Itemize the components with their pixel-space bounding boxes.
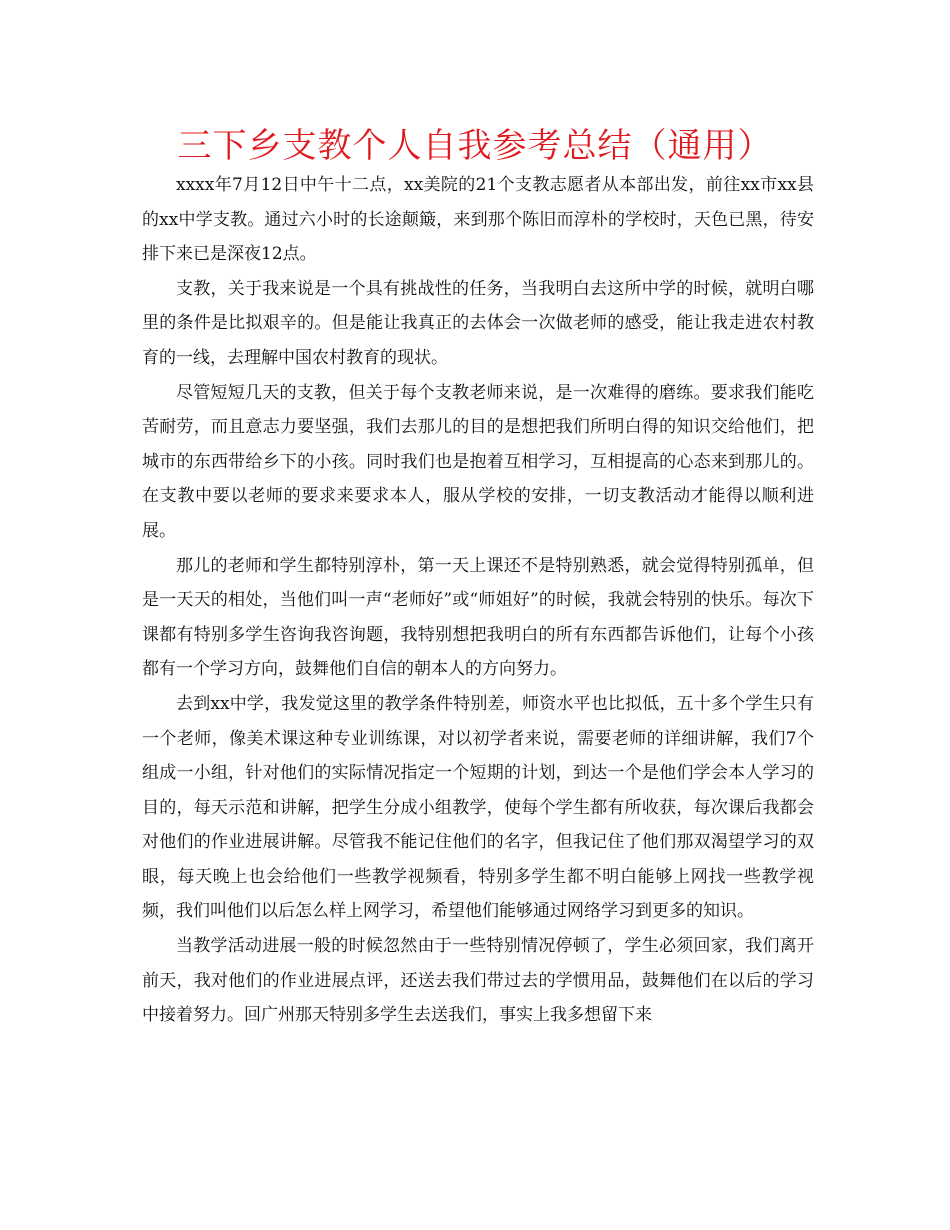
paragraph-5: 去到xx中学，我发觉这里的教学条件特别差，师资水平也比拟低，五十多个学生只有一个老师，像美术课这种专业训练课，对以初学者来说，需要老师的详细讲解，我们7个组成一小组，针对他们的实际情况指定一个短期的计划，到达一个是他们学会本人学习的目的，每天示范和讲解，把学生分成小组教学，使每个学生都有所收获，每次课后我都会对他们的作业进展讲解。尽管我不能记住他们的名字，但我记住了他们那双渴望学习的双眼，每天晚上也会给他们一些教学视频看，特别多学生都不明白能够上网找一些教学视频，我们叫他们以后怎么样上网学习，希望他们能够通过网络学习到更多的知识。 <box>142 693 814 922</box>
paragraph-6: 当教学活动进展一般的时候忽然由于一些特别情况停顿了，学生必须回家，我们离开前天，我对他们的作业进展点评，还送去我们带过去的学惯用品，鼓舞他们在以后的学习中接着努力。回广州那天特别多学生去送我们，事实上我多想留下来 <box>142 936 814 1026</box>
paragraph-4: 那儿的老师和学生都特别淳朴，第一天上课还不是特别熟悉，就会觉得特别孤单，但是一天天的相处，当他们叫一声“老师好”或“师姐好”的时候，我就会特别的快乐。每次下课都有特别多学生咨询我咨询题，我特别想把我明白的所有东西都告诉他们，让每个小孩都有一个学习方向，鼓舞他们自信的朝本人的方向努力。 <box>142 555 814 680</box>
paragraph-1: xxxx年7月12日中午十二点，xx美院的21个支教志愿者从本部出发，前往xx市xx县的xx中学支教。通过六小时的长途颠簸，来到那个陈旧而淳朴的学校时，天色已黑，待安排下来已是深夜12点。 <box>142 175 814 265</box>
paragraph-2: 支教，关于我来说是一个具有挑战性的任务，当我明白去这所中学的时候，就明白哪里的条件是比拟艰辛的。但是能让我真正的去体会一次做老师的感受，能让我走进农村教育的一线，去理解中国农村教育的现状。 <box>142 278 814 368</box>
document-body <box>142 168 814 1033</box>
paragraph-3: 尽管短短几天的支教，但关于每个支教老师来说，是一次难得的磨练。要求我们能吃苦耐劳，而且意志力要坚强，我们去那儿的目的是想把我们所明白得的知识交给他们，把城市的东西带给乡下的小孩。同时我们也是抱着互相学习，互相提高的心态来到那儿的。在支教中要以老师的要求来要求本人，服从学校的安排，一切支教活动才能得以顺利进展。 <box>142 382 814 541</box>
document-title: 三下乡支教个人自我参考总结（通用） <box>177 126 773 166</box>
